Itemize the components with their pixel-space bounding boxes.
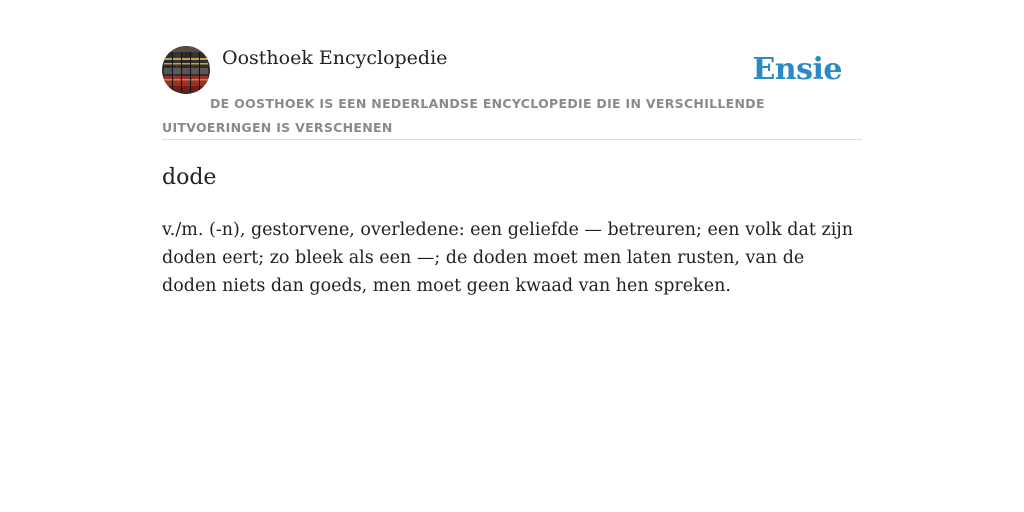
ensie-logo-link[interactable]: Ensie [752,52,842,87]
entry-title: dode [162,165,217,190]
source-description: DE OOSTHOEK IS EEN NEDERLANDSE ENCYCLOPEDIE DIE IN VERSCHILLENDE UITVOERINGEN IS VERSCHENEN [162,96,765,135]
source-avatar[interactable] [162,46,210,94]
source-header [162,46,862,140]
entry-definition: v./m. (-n), gestorvene, overledene: een geliefde — betreuren; een volk dat zijn doden eert; zo bleek als een —; de doden moet men laten rusten, van de doden niets dan goeds, men moet geen kwaad van hen spreken. [162,220,853,296]
encyclopedia-books-icon [162,46,210,94]
source-title[interactable]: Oosthoek Encyclopedie [222,47,448,69]
